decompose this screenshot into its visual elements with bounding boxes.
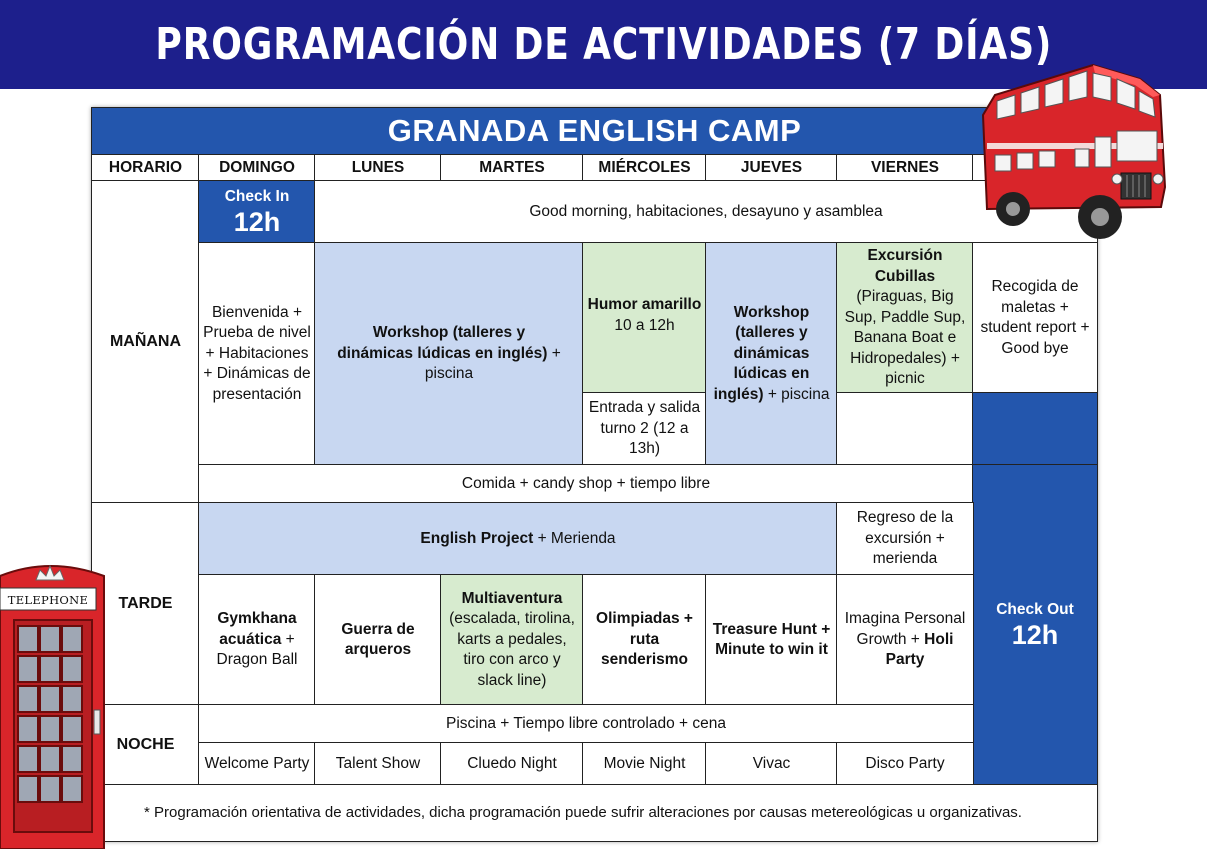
jueves-workshop-cell — [705, 242, 838, 466]
night-viernes: Disco Party — [836, 742, 974, 786]
gymkhana-title: Gymkhana acuática — [217, 610, 297, 648]
entrada-salida-cell: Entrada y salida turno 2 (12 a 13h) — [582, 392, 707, 466]
bus-illustration — [975, 57, 1185, 247]
check-out-time: 12h — [1011, 620, 1059, 651]
night-domingo: Welcome Party — [198, 742, 316, 786]
empty-cell — [836, 392, 974, 466]
regreso-cell: Regreso de la excursión + merienda — [836, 502, 974, 576]
telephone-sign: TELEPHONE — [7, 593, 89, 607]
afternoon-jueves: Treasure Hunt + Minute to win it — [705, 574, 838, 706]
header-viernes: VIERNES — [836, 154, 974, 182]
humor-time: 10 a 12h — [614, 316, 675, 334]
recogida-cell: Recogida de maletas + student report + Good bye — [972, 242, 1098, 394]
workshop-title: Workshop (talleres y dinámicas lúdicas en inglés) — [337, 324, 548, 362]
page-title: PROGRAMACIÓN DE ACTIVIDADES (7 DÍAS) — [155, 19, 1052, 70]
jueves-workshop-suffix: + piscina — [767, 385, 830, 403]
footnote: * Programación orientativa de actividades, dicha programación puede sufrir alteraciones por causas metereológicas u organizativas. — [91, 784, 1098, 842]
table-title: GRANADA ENGLISH CAMP — [91, 107, 1098, 156]
humor-title: Humor amarillo — [587, 296, 702, 313]
lunch-cell: Comida + candy shop + tiempo libre — [198, 464, 974, 504]
english-project-title: English Project — [420, 529, 534, 547]
afternoon-domingo — [198, 574, 316, 706]
night-jueves: Vivac — [705, 742, 838, 786]
excursion-cell — [836, 242, 974, 394]
check-in-label: Check In — [224, 187, 290, 205]
night-common-cell: Piscina + Tiempo libre controlado + cena — [198, 704, 974, 744]
morning-common-cell: Good morning, habitaciones, desayuno y asamblea — [314, 180, 1098, 244]
humor-cell — [582, 242, 707, 394]
holi-party-text: Holi Party — [885, 630, 954, 669]
header-domingo: DOMINGO — [198, 154, 316, 182]
english-project-cell — [198, 502, 838, 576]
jueves-workshop-title: Workshop (talleres y dinámicas lúdicas en inglés) — [713, 303, 810, 403]
check-out-cell — [972, 464, 1098, 786]
schedule-table — [91, 107, 1098, 842]
header-jueves: JUEVES — [705, 154, 838, 182]
afternoon-lunes: Guerra de arqueros — [314, 574, 442, 706]
night-martes: Cluedo Night — [440, 742, 584, 786]
row-label-tarde: TARDE — [91, 502, 200, 706]
multiaventura-title: Multiaventura — [461, 589, 563, 607]
afternoon-viernes — [836, 574, 974, 706]
afternoon-miercoles: Olimpiadas + ruta senderismo — [582, 574, 707, 706]
night-miercoles: Movie Night — [582, 742, 707, 786]
sunday-morning-cell: Bienvenida + Prueba de nivel + Habitaciones + Dinámicas de presentación — [198, 242, 316, 466]
header-martes: MARTES — [440, 154, 584, 182]
header-miercoles: MIÉRCOLES — [582, 154, 707, 182]
check-in-cell — [198, 180, 316, 244]
excursion-detail: (Piraguas, Big Sup, Paddle Sup, Banana Boat e Hidropedales) + picnic — [844, 288, 966, 388]
blue-fill-cell — [972, 392, 1098, 466]
check-in-time: 12h — [233, 207, 281, 238]
afternoon-martes — [440, 574, 584, 706]
night-lunes: Talent Show — [314, 742, 442, 786]
excursion-title: Excursión Cubillas — [867, 247, 943, 285]
workshop-suffix: + piscina — [424, 344, 561, 383]
telephone-box — [0, 560, 110, 849]
header-lunes: LUNES — [314, 154, 442, 182]
check-out-label: Check Out — [996, 600, 1074, 618]
imagina-text: Imagina Personal Growth + — [844, 610, 966, 648]
gymkhana-suffix: + Dragon Ball — [216, 630, 298, 669]
multiaventura-detail: (escalada, tirolina, karts a pedales, tiro con arco y slack line) — [449, 610, 575, 689]
workshop-cell — [314, 242, 584, 466]
row-label-noche: NOCHE — [91, 704, 200, 786]
english-project-suffix: + Merienda — [537, 529, 616, 547]
row-label-manana: MAÑANA — [91, 180, 200, 504]
header-horario: HORARIO — [91, 154, 200, 182]
